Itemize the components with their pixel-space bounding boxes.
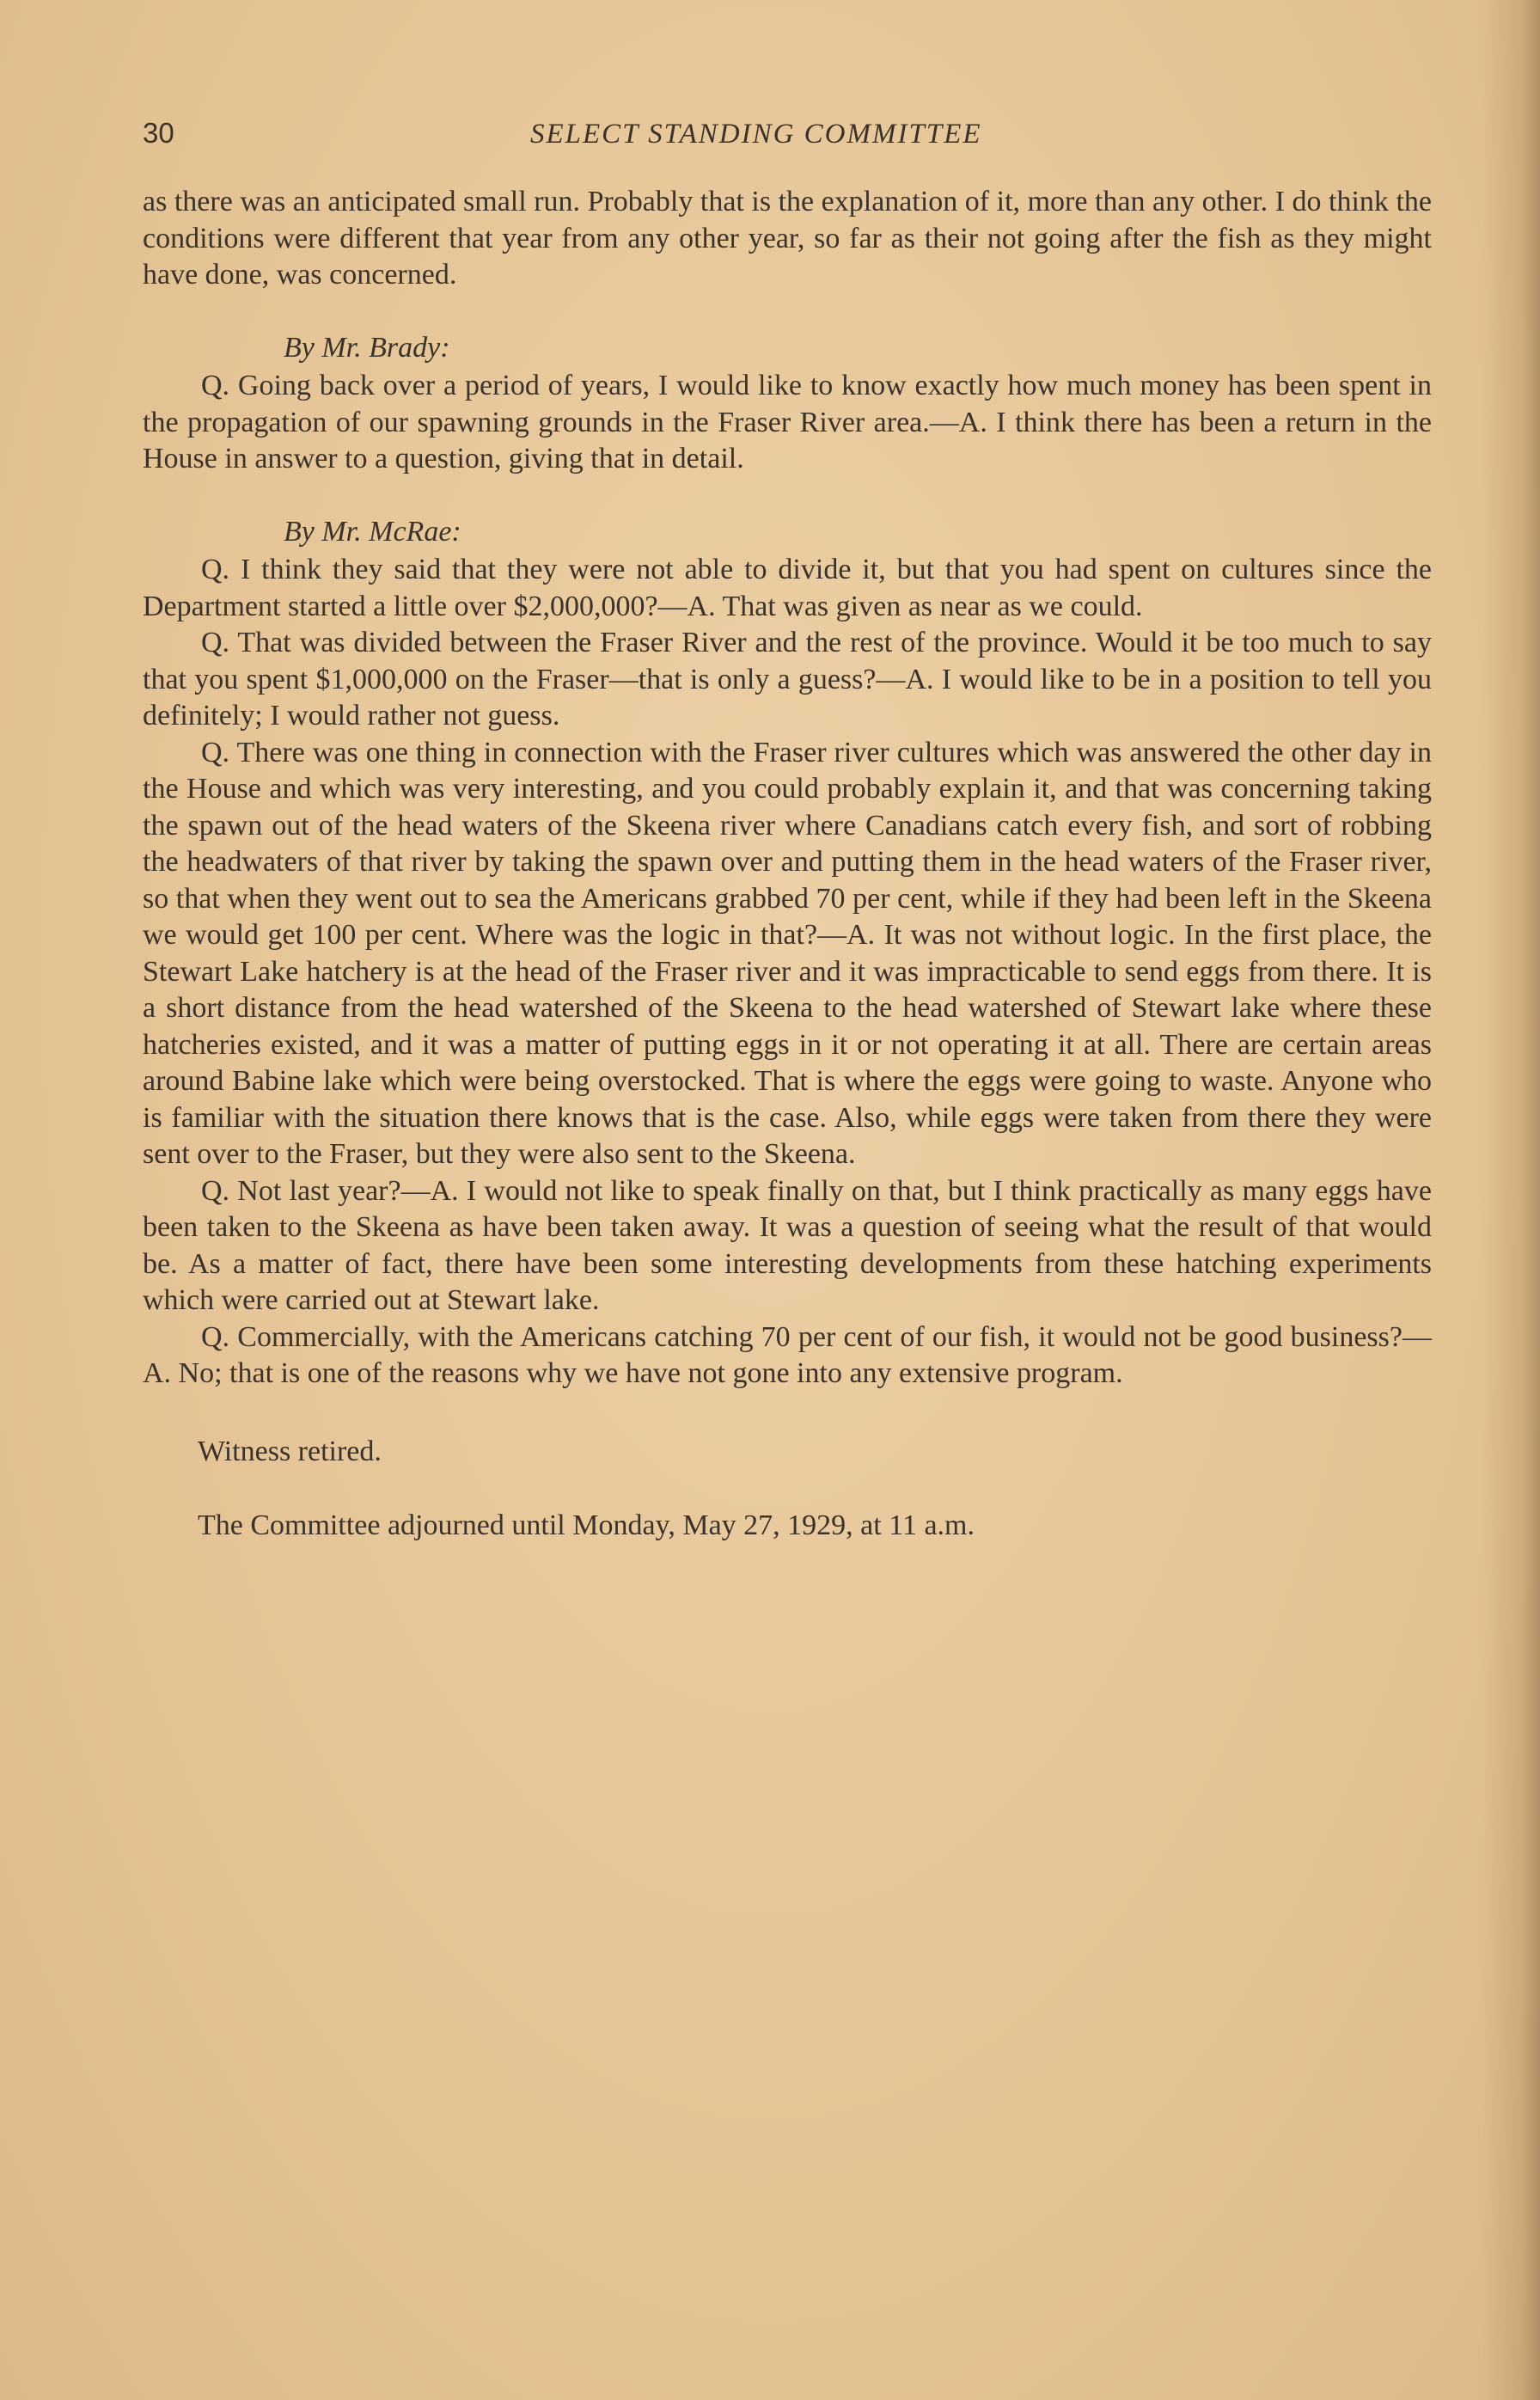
paragraph-question-last-year: Q. Not last year?—A. I would not like to speak finally on that, but I think practically as many eggs have been taken to the Skeena as have been taken away. It was a question of seeing what the result of that would be. As a matter of fact, there have been some interesting developments from these hatching experiments which were carried out at Stewart lake.	[143, 1174, 1432, 1316]
page-number: 30	[143, 117, 174, 149]
running-header	[143, 117, 1432, 160]
witness-retired-note: Witness retired.	[198, 1435, 382, 1467]
paragraph-question-cultures: Q. I think they said that they were not able to divide it, but that you had spent on cultures since the Department started a little over $2,000,000?—A. That was given as near as we could.	[143, 554, 1432, 622]
paragraph-question-commercial: Q. Commercially, with the Americans catching 70 per cent of our fish, it would not be good business?—A. No; that is one of the reasons why we have not gone into any extensive program.	[143, 1320, 1432, 1389]
speaker-heading-mcrae: By Mr. McRae:	[284, 515, 461, 548]
paragraph-continuation: as there was an anticipated small run. Probably that is the explanation of it, more than any other. I do think the conditions were different that year from any other year, so far as their not going after the fish as they might have done, was concerned.	[143, 186, 1432, 291]
paragraph-question-fraser-division: Q. That was divided between the Fraser River and the rest of the province. Would it be too much to say that you spent $1,000,000 on the Fraser—that is only a guess?—A. I would like to be in a position to tell you definitely; I would rather not guess.	[143, 627, 1432, 732]
speaker-heading-brady: By Mr. Brady:	[284, 331, 450, 364]
paragraph-question-skeena-spawn: Q. There was one thing in connection with the Fraser river cultures which was answered the other day in the House and which was very interesting, and you could probably explain it, and that was concerning taking the spawn out of the head waters of the Skeena river where Canadians catch every fish, and sort of robbing the headwaters of that river by taking the spawn over and putting them in the head waters of the Fraser river, so that when they went out to sea the Americans grabbed 70 per cent, while if they had been left in the Skeena we would get 100 per cent. Where was the logic in that?—A. It was not without logic. In the first place, the Stewart Lake hatchery is at the head of the Fraser river and it was impracticable to send eggs from there. It is a short distance from the head watershed of the Skeena to the head watershed of Stewart lake where these hatcheries existed, and it was a matter of putting eggs in it or not operating it at all. There are certain areas around Babine lake which were being overstocked. That is where the eggs were going to waste. Anyone who is familiar with the situation there knows that is the case. Also, while eggs were taken from there they were sent over to the Fraser, but they were also sent to the Skeena.	[143, 736, 1432, 1170]
page-edge-shadow	[1480, 0, 1540, 2400]
page-body	[143, 184, 1432, 1545]
paragraph-question-brady: Q. Going back over a period of years, I would like to know exactly how much money has been spent in the propagation of our spawning grounds in the Fraser River area.—A. I think there has been a return in the House in answer to a question, giving that in detail.	[143, 370, 1432, 474]
adjournment-note: The Committee adjourned until Monday, May 27, 1929, at 11 a.m.	[198, 1509, 975, 1541]
header-title: SELECT STANDING COMMITTEE	[530, 119, 982, 150]
